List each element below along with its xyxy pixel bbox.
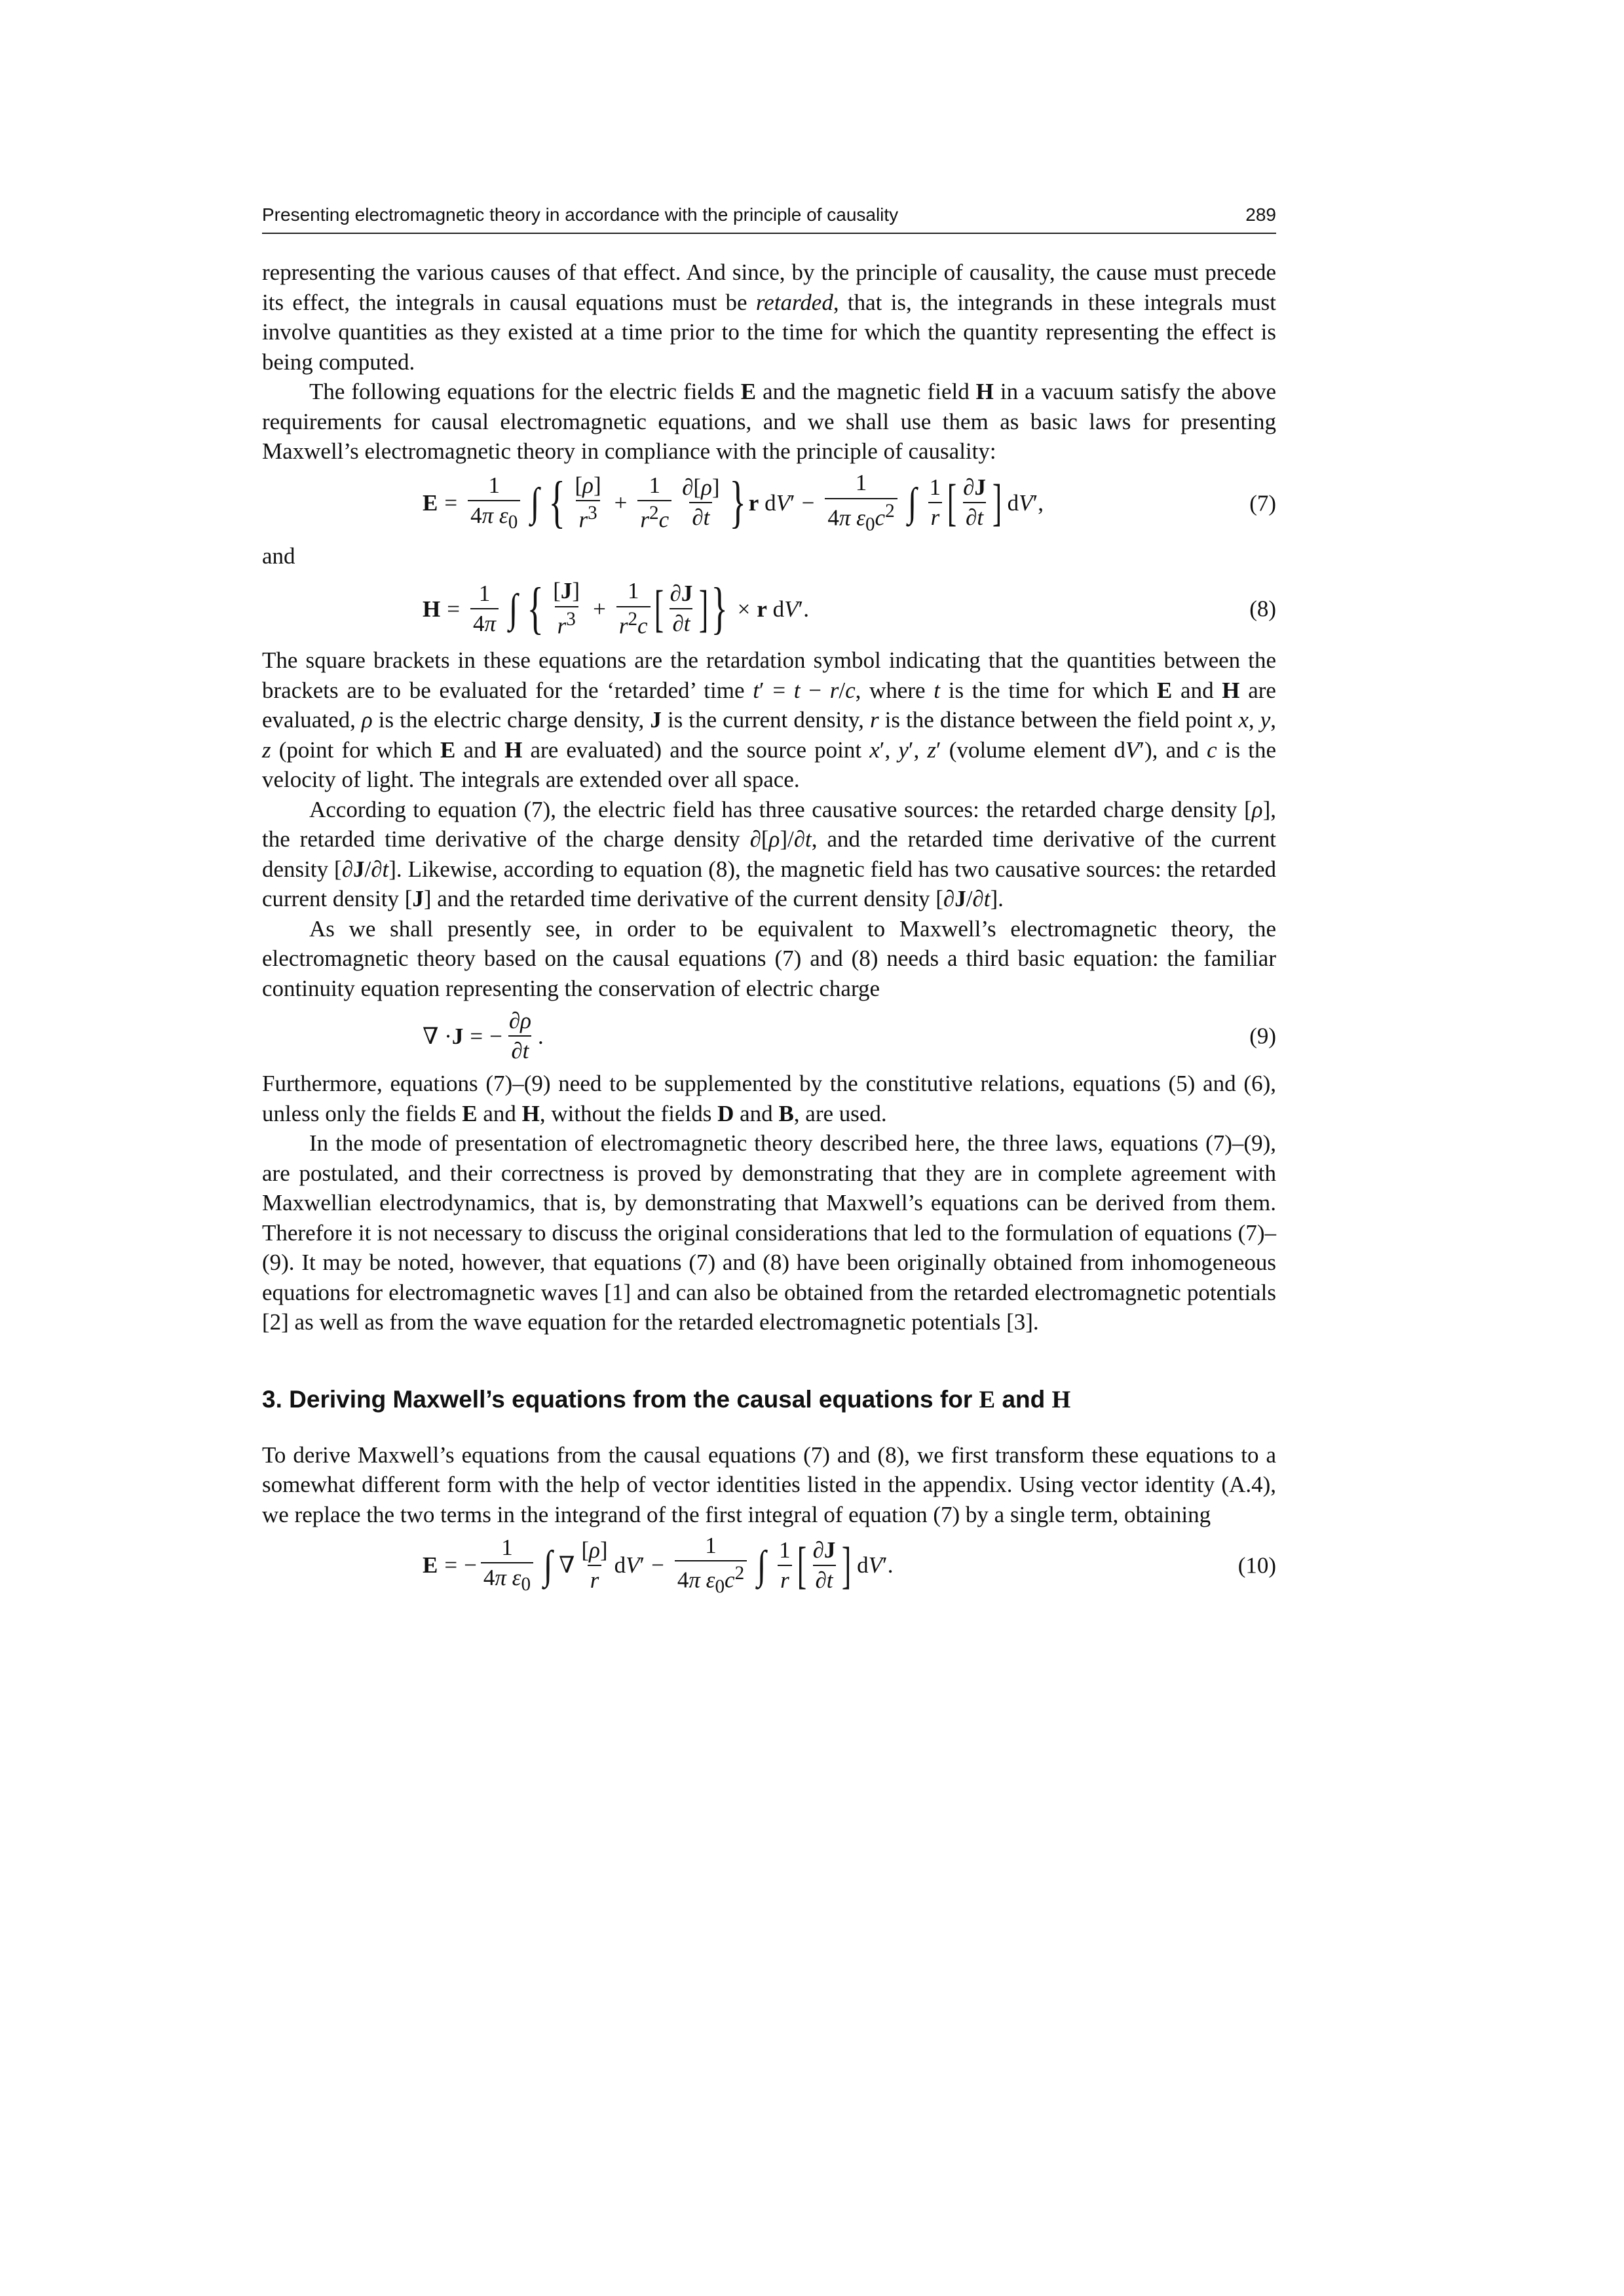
paragraph-2: The following equations for the electric fields E and the magnetic field H in a vacuum satisfy the above requirements for causal electromagnetic equations, and we shall use them as basic laws for presenting Maxwell’s electromagnetic theory in compliance with the principle of causality: xyxy=(262,379,1276,464)
paragraph-3: The square brackets in these equations are the retardation symbol indicating that the quantities between the brackets are to be evaluated for the ‘retarded’ time t′ = t − r/c, where t is the time for which E and H are evaluated, ρ is the electric charge density, J is the current density, r is the distance between the field point x, y, z (point for which E and H are evaluated) and the source point x′, y′, z′ (volume element dV′), and c is the velocity of light. The integrals are extended over all space. xyxy=(262,647,1277,792)
equation-number-10: (10) xyxy=(1237,1552,1276,1578)
section-title-h: H xyxy=(1051,1386,1071,1413)
section-title: Deriving Maxwell’s equations from the causal equations for xyxy=(289,1385,973,1413)
equation-number-7: (7) xyxy=(1249,490,1276,516)
equation-10: E = − $\frac{1}{4\pi \varepsilon_0}$ ∫ ∇ $\frac{[\rho]}{r}$ d V ′ − $\frac{1}{4\pi \varepsilon_0c^2}$ ∫ $\frac{1}{r}$ [ $\frac{\partial J}{\partial t}$ ] d V ′. (10) xyxy=(423,1532,1276,1598)
section-title-e: E xyxy=(979,1386,996,1413)
equation-7: E = $\frac{1}{4\pi \varepsilon_0}$ ∫ { $\frac{[\rho]}{r^3}$ + $\frac{1}{r^2c}$ $\frac{\partial[\rho]}{\partial t}$ } r d V ′ − $\frac{1}{4\pi \varepsilon_0c^2}$ ∫ $\frac{1}{r}$ [ $\frac{\partial J}{\partial t}$ ] d V ′, (7) xyxy=(423,470,1276,535)
equation-8: H = $\frac{1}{4\pi}$ ∫ { $\frac{[J]}{r^3}$ + $\frac{1}{r^2c}$ [ $\frac{\partial J}{\partial t}$ ] } × r d V ′. (8) xyxy=(423,577,1276,640)
paragraph-4: According to equation (7), the electric field has three causative sources: the retarded charge density [ρ], the retarded time derivative of the charge density ∂[ρ]/∂t, and the retarded time derivative of the current density [∂J/∂t]. Likewise, according to equation (8), the magnetic field has two causative sources: the retarded current density [J] and the retarded time derivative of the current density [∂J/∂t]. xyxy=(262,796,1276,911)
paragraph-7: In the mode of presentation of electromagnetic theory described here, the three laws, equations (7)–(9), are postulated, and their correctness is proved by demonstrating that they are in complete agreement with Maxwellian electrodynamics, that is, by demonstrating that Maxwell’s equations can be derived from them. Therefore it is not necessary to discuss the original considerations that led to the formulation of equations (7)–(9). It may be noted, however, that equations (7) and (8) have been originally obtained from inhomogeneous equations for electromagnetic waves [1] and can also be obtained from the retarded electromagnetic potentials [2] as well as from the wave equation for the retarded electromagnetic potentials [3]. xyxy=(262,1130,1276,1335)
paragraph-6: Furthermore, equations (7)–(9) need to be supplemented by the constitutive relations, equations (5) and (6), unless only the fields E and H, without the fields D and B, are used. xyxy=(262,1071,1276,1126)
running-head xyxy=(262,204,1276,233)
section-heading xyxy=(262,1383,1276,1417)
paragraph-1: representing the various causes of that effect. And since, by the principle of causality, the cause must precede its effect, the integrals in causal equations must be retarded, that is, the integrands in these integrals must involve quantities as they existed at a time prior to the time for which the quantity representing the effect is being computed. xyxy=(262,259,1276,375)
equation-number-9: (9) xyxy=(1249,1023,1276,1049)
equation-9: ∇ · J = − $\frac{\partial\rho}{\partial t}$ . (9) xyxy=(423,1007,1276,1063)
body-text xyxy=(262,258,1276,1601)
section-title-and: and xyxy=(1002,1385,1046,1413)
header-rule xyxy=(262,233,1276,234)
paper-page xyxy=(262,0,1276,2296)
running-title: Presenting electromagnetic theory in accordance with the principle of causality xyxy=(262,204,899,225)
section-number: 3. xyxy=(262,1385,282,1413)
paragraph-8: To derive Maxwell’s equations from the causal equations (7) and (8), we first transform these equations to a somewhat different form with the help of vector identities listed in the appendix. Using vector identity (A.4), we replace the two terms in the integrand of the first integral of equation (7) by a single term, obtaining xyxy=(262,1442,1276,1527)
page-number: 289 xyxy=(1245,204,1276,225)
and-connector: and xyxy=(262,543,295,569)
equation-number-8: (8) xyxy=(1249,596,1276,622)
paragraph-5: As we shall presently see, in order to be equivalent to Maxwell’s electromagnetic theory, the electromagnetic theory based on the causal equations (7) and (8) needs a third basic equation: the familiar continuity equation representing the conservation of electric charge xyxy=(262,915,1276,1001)
